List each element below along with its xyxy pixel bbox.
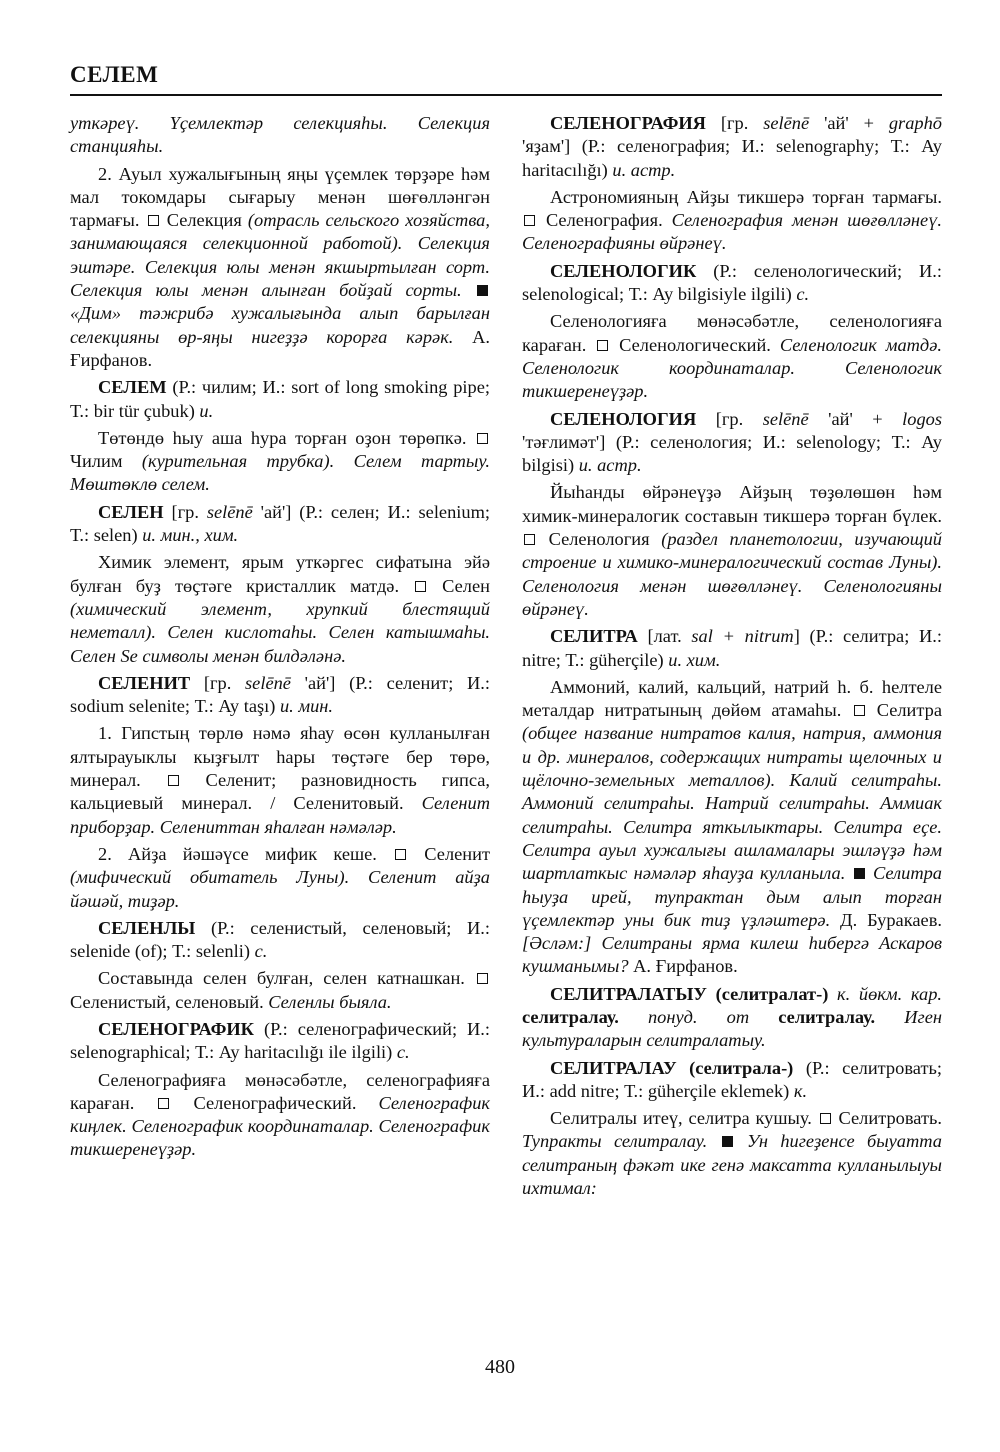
body-text: [гр. <box>705 113 764 133</box>
body-text: 'ай'] (Р.: селен; И.: selenium; Т.: selen) <box>70 501 490 546</box>
headword: СЕЛЕНОГРАФИЯ <box>550 113 706 133</box>
italic-text: и. хим. <box>668 649 721 670</box>
body-text: (Р.: селитровать; И.: add nitre; Т.: güherçile eklemek) <box>522 1057 942 1101</box>
open-square-marker-icon <box>168 775 179 786</box>
italic-text: logos <box>902 408 943 429</box>
body-text <box>845 863 851 883</box>
italic-text: Селенография менән шөғөлләнеү. Селенографияны өйрәнеү. <box>522 210 942 254</box>
italic-text: и. мин., хим. <box>142 525 239 546</box>
dictionary-paragraph <box>70 1069 490 1162</box>
italic-text: (общее название нитратов калия, натрия, аммония и др. минералов, содержащих нитраты щелочных и щёлочно-земельных металлов). Калий селитраһы. Аммоний селитраһы. Натрий селитраһы. Аммиак селитраһы. Селитра яткылыктары. Селитра еҫе. Селитра ауыл хужалығы ашламалары эшләүҙә һәм шартлаткыс нәмәләр яһауҙа кулланыла. <box>522 723 942 884</box>
italic-text: «Дим» тәжрибә хужалығында алып барылған селекцияны өр-яңы нигеҙҙә корорға кәрәк. <box>70 303 490 347</box>
italic-text: (раздел планетологии, изучающий строение и химико-минералогический состав Луны). Селенология менән шөғөлләнеү. Селенологияны өйрәнеү. <box>522 529 943 619</box>
italic-text: sal + nitrum <box>691 626 794 647</box>
italic-text: Селенит приборҙар. Селениттан яһалған нәмәләр. <box>70 793 490 837</box>
open-square-marker-icon <box>854 705 865 716</box>
dictionary-paragraph <box>70 112 490 159</box>
dictionary-paragraph <box>70 843 490 913</box>
body-text: [гр. <box>696 408 763 429</box>
italic-text: selēnē <box>763 113 810 133</box>
body-text: Астрономияның Айҙы тикшерә торған тармағы. <box>550 186 942 207</box>
body-text: ] (Р.: селитра; И.: nitre; Т.: güherçile) <box>522 626 942 670</box>
headword: селитралау. <box>522 1006 619 1027</box>
body-text <box>707 1131 719 1151</box>
italic-text: и. астр. <box>612 159 676 180</box>
open-square-marker-icon <box>524 215 535 226</box>
italic-text: selēnē <box>206 501 253 522</box>
body-text: (Р.: селенистый, селеновый; И.: selenide (of); Т.: selenli) <box>70 917 490 962</box>
open-square-marker-icon <box>477 433 488 444</box>
italic-text: Селенологик матдә. Селенологик координаталар. Селенологик тикшеренеүҙәр. <box>522 334 942 402</box>
body-text <box>749 1007 778 1027</box>
body-text: Селитра <box>866 700 943 721</box>
body-text: 'тәғлимәт'] (Р.: селенология; И.: selenology; Т.: Ay bilgisi) <box>522 431 942 476</box>
open-square-marker-icon <box>524 534 535 545</box>
body-text: Селенит <box>408 843 491 864</box>
italic-text: Ун һигеҙенсе быуатта селитраның фәкәт ике генә максатта кулланылыуы ихтимал: <box>522 1131 942 1199</box>
italic-text: Селитра һыуҙа ирей, тупрактан дым алып торған үҫемлектәр уны бик тиҙ үҙләштерә. <box>522 863 942 930</box>
italic-text: и. <box>199 400 214 421</box>
italic-text: (химический элемент, хрупкий блестящий неметалл). Селен кислотаһы. Селен катышмаһы. Селен Se символы менән билдәләнә. <box>70 598 490 666</box>
headword: СЕЛЕНИТ <box>98 672 191 693</box>
body-text: 2. Айҙа йәшәүсе мифик кеше. <box>98 843 394 864</box>
running-header: СЕЛЕМ <box>70 62 159 87</box>
body-text: 'ай' + <box>809 113 889 133</box>
dictionary-paragraph <box>70 376 490 423</box>
headword: селитралау. <box>778 1006 876 1027</box>
italic-text: Селенлы быяла. <box>268 991 392 1012</box>
body-text: Селитралы итеү, селитра кушыу. <box>550 1108 818 1129</box>
filled-square-marker-icon <box>477 285 488 296</box>
dictionary-paragraph <box>70 1018 490 1065</box>
headword: СЕЛЕН <box>98 501 164 522</box>
open-square-marker-icon <box>148 215 159 226</box>
dictionary-paragraph <box>70 427 490 497</box>
italic-text: graphō <box>888 113 942 133</box>
dictionary-paragraph <box>522 481 942 621</box>
dictionary-paragraph <box>70 551 490 667</box>
dictionary-paragraph <box>522 676 942 979</box>
open-square-marker-icon <box>415 581 426 592</box>
italic-text: понуд. от <box>647 1006 750 1027</box>
dictionary-paragraph <box>522 1057 942 1104</box>
italic-text: [Әсләм:] Селитраны ярма килеш һибергә Аскаров кушманымы? <box>522 933 942 977</box>
italic-text: Селенографик киңлек. Селенографик координаталар. Селенографик тикшеренеүҙәр. <box>70 1092 490 1160</box>
headword: СЕЛИТРАЛАУ (селитрала-) <box>550 1057 794 1078</box>
headword: СЕЛЕНЛЫ <box>98 917 196 938</box>
body-text: Чилим <box>70 451 142 472</box>
header-rule <box>70 94 942 96</box>
body-text <box>828 984 837 1004</box>
italic-text: selēnē <box>762 408 809 429</box>
body-text: (Р.: селенографический; И.: selenographical; Т.: Ay haritacılığı ile ilgili) <box>70 1018 490 1063</box>
body-text <box>875 1007 904 1027</box>
dictionary-paragraph <box>522 625 942 672</box>
filled-square-marker-icon <box>722 1136 733 1147</box>
body-text: 2. Ауыл хужалығының яңы үҫемлек төрҙәре һәм мал токомдары сығарыу менән шөғөлләнгән тармағы. <box>70 163 490 231</box>
body-text: Селенологияға мөнәсәбәтле, селенологияға караған. <box>522 311 942 355</box>
body-text: [лат. <box>637 626 692 647</box>
headword: СЕЛЕМ <box>98 377 167 398</box>
body-text: Аммоний, калий, кальций, натрий һ. б. һелтеле металдар нитратының дөйөм атамаһы. <box>522 676 942 721</box>
body-text: Селенистый, селеновый. <box>70 991 269 1012</box>
italic-text: (мифический обитатель Луны). Селенит айҙа йәшәй, тиҙәр. <box>70 867 490 911</box>
body-text: Химик элемент, ярым уткәргес сифатына эйә булған буҙ төҫтәге кристаллик матдә. <box>70 552 490 596</box>
dictionary-paragraph <box>522 112 942 182</box>
body-text: А. Ғирфанов. <box>628 956 738 977</box>
body-text: 'ай'] (Р.: селенит; И.: sodium selenite; Т.: Ay taşı) <box>70 672 490 717</box>
dictionary-paragraph <box>70 163 490 373</box>
italic-text: с. <box>254 941 268 962</box>
body-text: Селенологический. <box>610 334 780 355</box>
open-square-marker-icon <box>597 340 608 351</box>
dictionary-paragraph <box>522 983 942 1053</box>
italic-text: Иген культураларын селитралатыу. <box>522 1006 942 1051</box>
italic-text: к. <box>793 1080 808 1101</box>
body-text: А. Ғирфанов. <box>70 326 490 370</box>
body-text: [гр. <box>163 501 207 522</box>
dictionary-paragraph <box>70 672 490 719</box>
body-text: Селенология <box>537 529 662 550</box>
page-number: 480 <box>485 1356 515 1378</box>
italic-text: с. <box>796 284 810 305</box>
dictionary-paragraph <box>522 408 942 478</box>
italic-text: и. астр. <box>578 455 642 476</box>
dictionary-paragraph <box>70 722 490 838</box>
body-text: (Р.: селенологический; И.: selenological; Т.: Ay bilgisiyle ilgili) <box>522 260 942 305</box>
italic-text: к. йөкм. кар. <box>837 983 942 1004</box>
dictionary-paragraph <box>522 310 942 403</box>
body-text: Төтөндө һыу аша һура торған оҙон төрөпкә. <box>98 427 475 448</box>
body-text: Йыһанды өйрәнеүҙә Айҙың төҙөлөшөн һәм химик-минералогик составын тикшерә торған бүлек. <box>522 482 942 526</box>
headword: СЕЛЕНОЛОГИЯ <box>550 408 697 429</box>
body-text: Д. Буракаев. <box>830 909 942 930</box>
headword: СЕЛЕНОЛОГИК <box>550 260 697 281</box>
body-text: Селитровать. <box>832 1108 942 1129</box>
italic-text: selēnē <box>245 672 291 693</box>
body-text <box>619 1007 648 1027</box>
italic-text: (курительная трубка). Селем тартыу. Мөштөклө селем. <box>70 451 490 495</box>
body-text: Селенографияға мөнәсәбәтле, селенографияға караған. <box>70 1069 490 1113</box>
body-text: 1. Гипстың төрлө нәмә яһау өсөн кулланылған ялтырауыклы кыҙғылт һары төҫтәге бер төрө, минерал. <box>70 723 490 791</box>
dictionary-paragraph <box>522 1107 942 1200</box>
left-column <box>70 112 490 1166</box>
italic-text: Тупракты селитралау. <box>522 1131 708 1152</box>
right-column <box>522 112 942 1204</box>
dictionary-paragraph <box>522 260 942 307</box>
open-square-marker-icon <box>395 849 406 860</box>
italic-text: (отрасль сельского хозяйства, занимающаяся селекционной работой). Селекция эштәре. Селекция юлы менән якшыртылған сорт. Селекция юлы менән алынған бойҙай сорты. <box>70 210 490 301</box>
body-text: 'ай' + <box>808 408 903 429</box>
filled-square-marker-icon <box>854 868 865 879</box>
italic-text: и. мин. <box>279 696 334 717</box>
headword: СЕЛИТРАЛАТЫУ (селитралат-) <box>550 983 829 1004</box>
open-square-marker-icon <box>158 1098 169 1109</box>
italic-text: уткәреү. Үҫемлектәр селекцияһы. Селекция станцияһы. <box>70 113 490 157</box>
italic-text: с. <box>396 1042 410 1063</box>
open-square-marker-icon <box>477 973 488 984</box>
body-text: Селенография. <box>537 210 672 231</box>
dictionary-paragraph <box>70 501 490 548</box>
body-text: Селекция <box>160 210 248 231</box>
body-text: (Р.: чилим; И.: sort of long smoking pipe; Т.: bir tür çubuk) <box>70 377 490 421</box>
dictionary-paragraph <box>522 186 942 256</box>
body-text: Селенографический. <box>171 1092 379 1113</box>
dictionary-paragraph <box>70 967 490 1014</box>
body-text: Селенит; разновидность гипса, кальциевый минерал. / Селенитовый. <box>70 770 490 814</box>
body-text: Составында селен булған, селен катнашкан. <box>98 968 475 989</box>
body-text <box>462 280 475 300</box>
headword: СЕЛЕНОГРАФИК <box>98 1018 255 1039</box>
dictionary-paragraph <box>70 917 490 964</box>
body-text: Селен <box>428 575 490 596</box>
body-text: 'яҙам'] (Р.: селенография; И.: selenography; Т.: Ay haritacılığı) <box>522 136 942 180</box>
body-text: [гр. <box>190 672 246 693</box>
open-square-marker-icon <box>820 1113 831 1124</box>
headword: СЕЛИТРА <box>550 626 638 647</box>
